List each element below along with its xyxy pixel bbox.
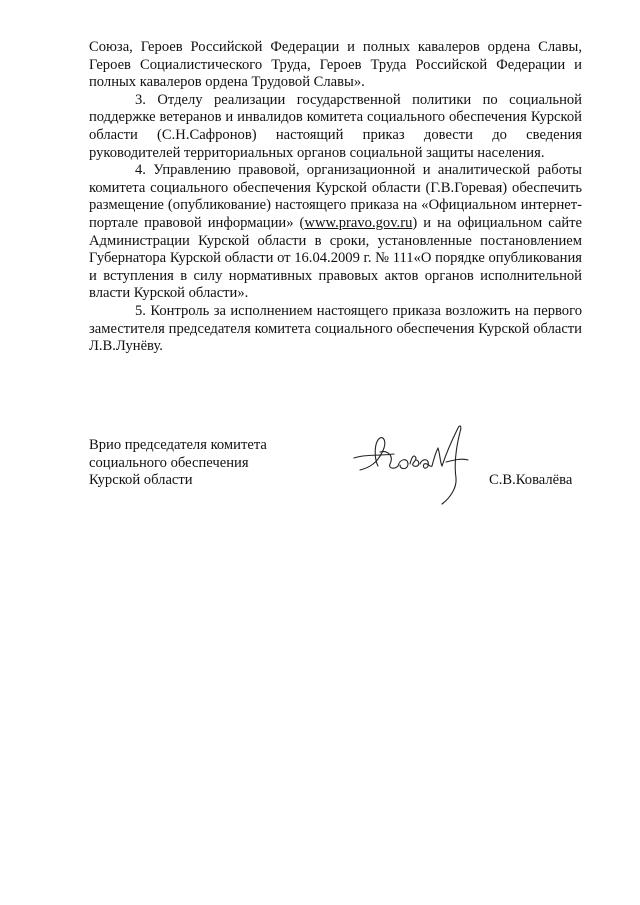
paragraph-4-text-start: 4. Управлению правовой, организационной и аналитической работы комитета социального обеспечения Курской области (Г.В.Горевая) обеспечить размещение (опубликование) настоящего приказа на «Официальном интернет-портале правовой информации» ( — [89, 162, 582, 231]
handwritten-signature — [350, 418, 480, 513]
position-line-3: Курской области — [89, 472, 193, 489]
paragraph-continuation: Союза, Героев Российской Федерации и полных кавалеров ордена Славы, Героев Социалистического Труда, Героев Труда Российской Федерации и полных кавалеров ордена Трудовой Славы». — [89, 39, 582, 91]
position-line-2: социального обеспечения — [89, 454, 249, 471]
position-line-1: Врио председателя комитета — [89, 437, 267, 453]
paragraph-4-text-end: ) и на официальном сайте Администрации Курской области в сроки, установленные постановлением Губернатора Курской области от 16.04.2009 г. № 111«О порядке опубликования и вступления в силу нормативных правовых актов органов исполнительной власти Курской области». — [89, 214, 583, 302]
pravo-gov-link[interactable]: www.pravo.gov.ru — [304, 214, 413, 231]
document-body — [89, 39, 582, 356]
signer-name: С.В.Ковалёва — [489, 472, 573, 488]
signatory-position — [89, 437, 309, 490]
paragraph-4 — [89, 162, 582, 303]
paragraph-5: 5. Контроль за исполнением настоящего приказа возложить на первого заместителя председателя комитета социального обеспечения Курской области Л.В.Лунёву. — [89, 302, 582, 355]
paragraph-3: 3. Отделу реализации государственной политики по социальной поддержке ветеранов и инвалидов комитета социального обеспечения Курской области (С.Н.Сафронов) настоящий приказ довести до сведения руководителей территориальных органов социальной защиты населения. — [89, 91, 582, 161]
